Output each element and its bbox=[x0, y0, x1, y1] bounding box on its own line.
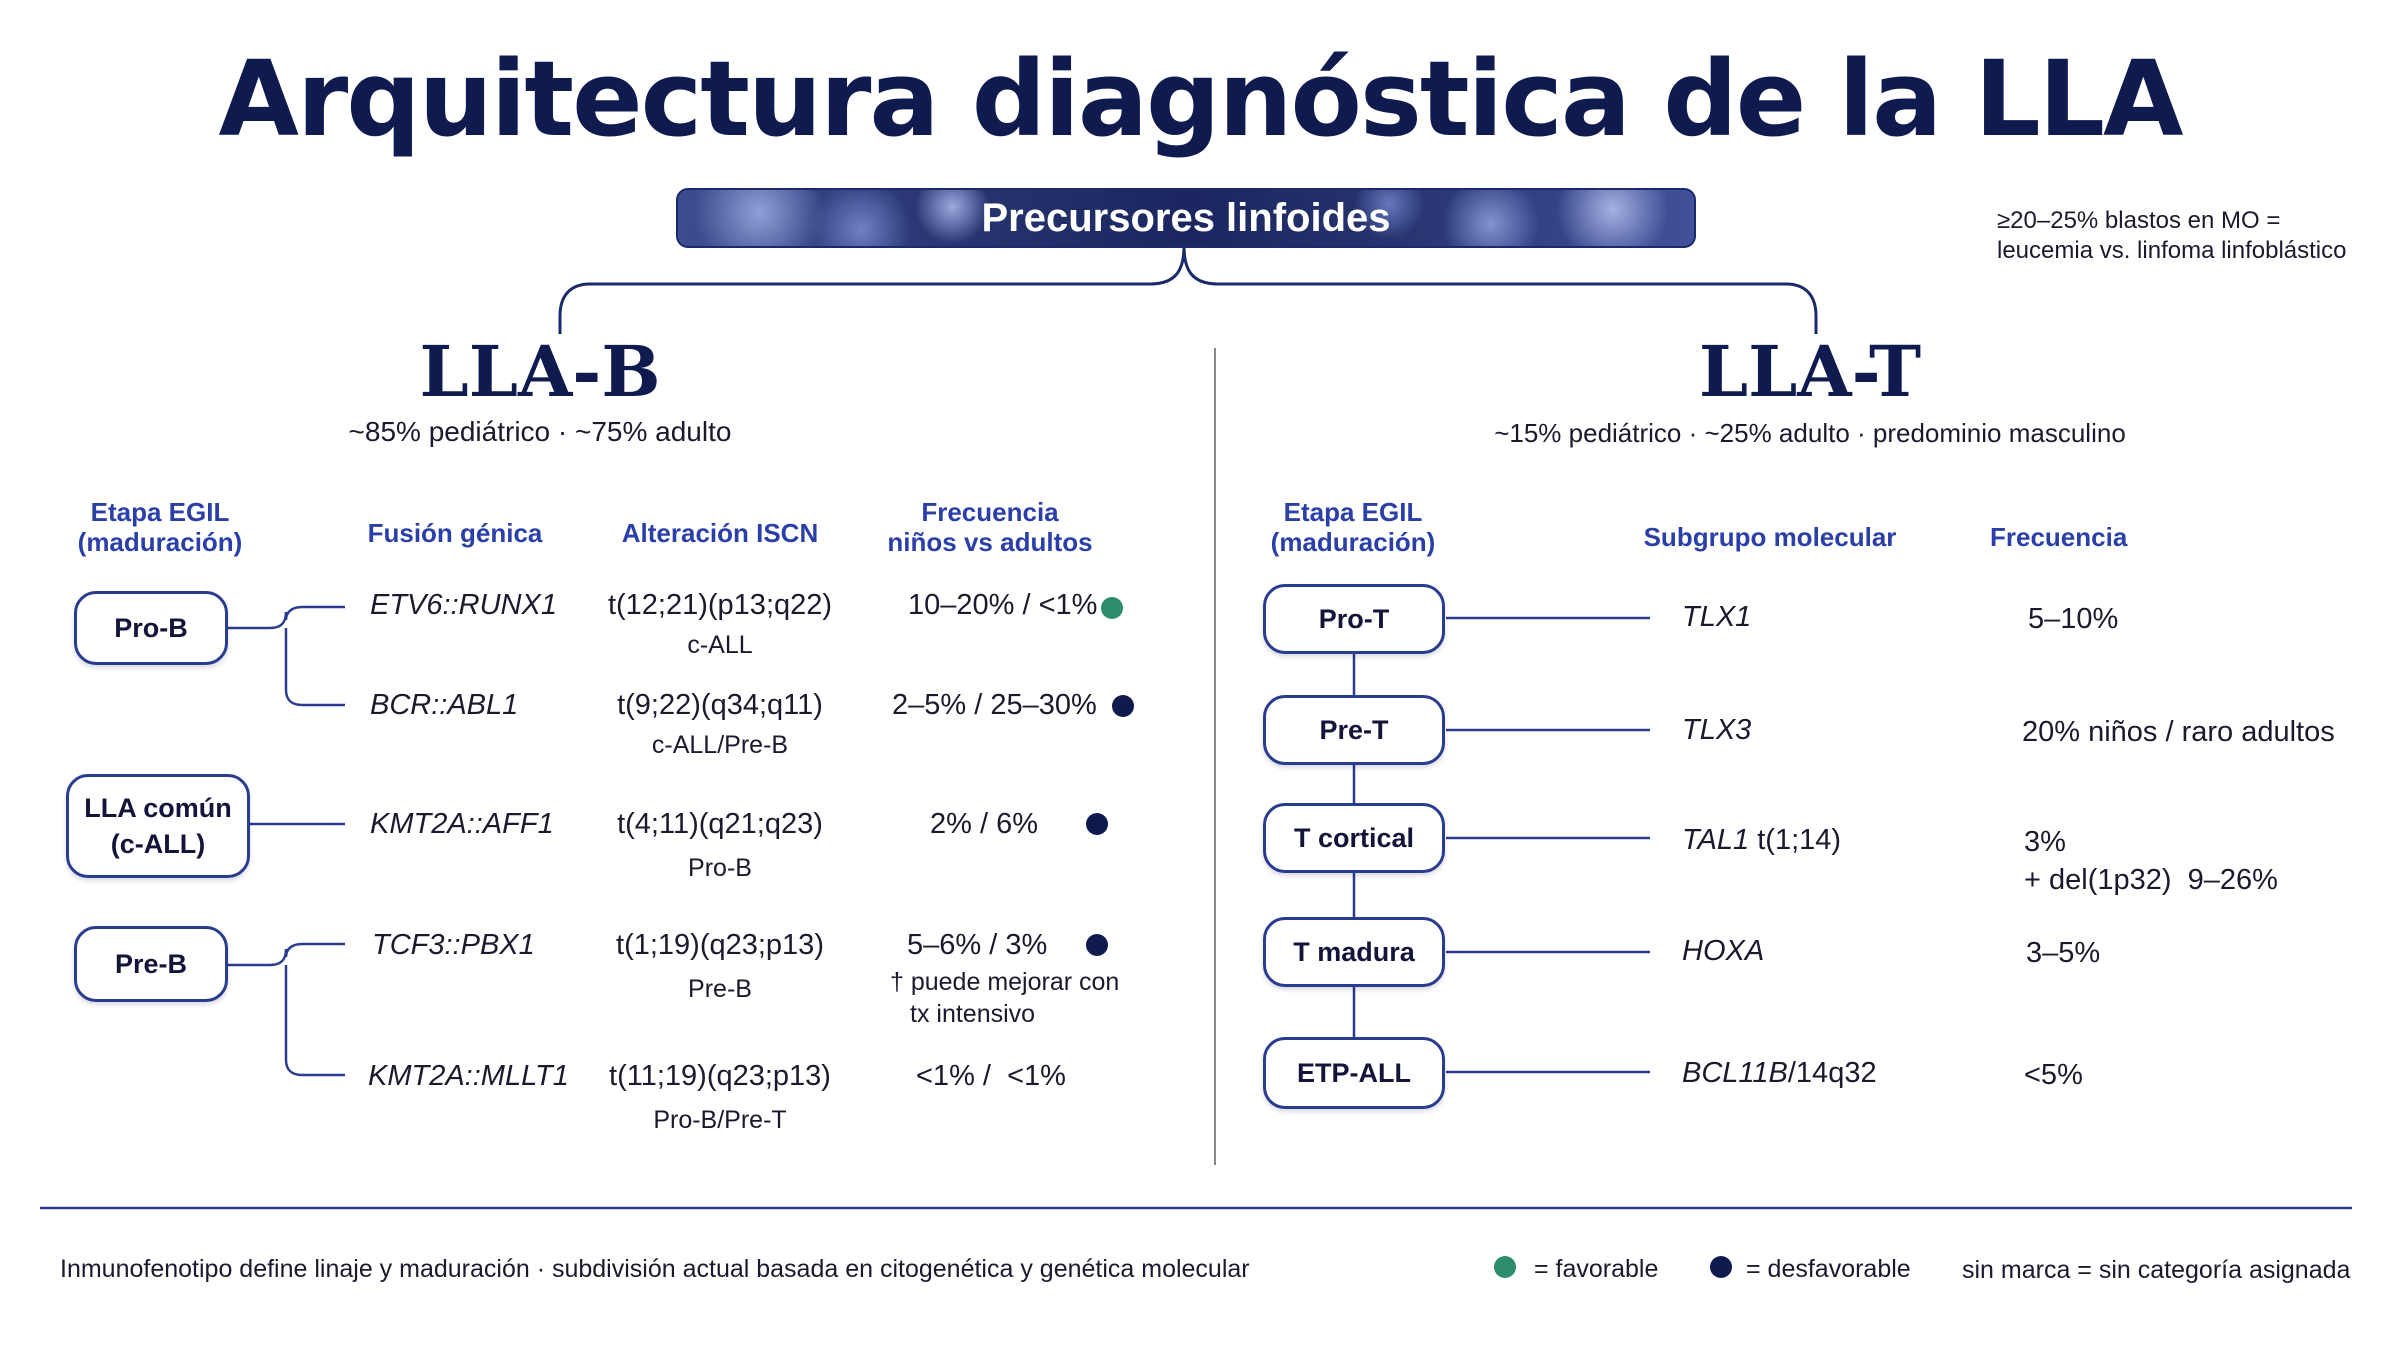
threshold-note bbox=[1997, 206, 2347, 266]
b-row5-freq: <1% / <1% bbox=[916, 1060, 1066, 1092]
root-to-b-connector bbox=[560, 246, 1184, 334]
t-row5-gene: BCL11B bbox=[1682, 1057, 1788, 1089]
b-branch-subtitle: ~85% pediátrico · ~75% adulto bbox=[348, 416, 732, 447]
stage-pro-t: Pro-T bbox=[1263, 584, 1445, 654]
stage-c-all bbox=[66, 774, 250, 878]
b-row4-iscn: t(1;19)(q23;p13) bbox=[616, 929, 824, 961]
page-title: Arquitectura diagnóstica de la LLA bbox=[218, 38, 2182, 160]
stage-c-all-line1: LLA común bbox=[84, 793, 232, 823]
t-row4-gene: HOXA bbox=[1682, 935, 1765, 967]
legend-unfavorable-label: = desfavorable bbox=[1746, 1255, 1911, 1283]
b-row1-gene: ETV6::RUNX1 bbox=[370, 589, 557, 621]
b-row4-iscn-sub: Pre-B bbox=[688, 975, 752, 1003]
unfavorable-marker bbox=[1112, 695, 1134, 717]
t-header-stage-line1: Etapa EGIL bbox=[1283, 497, 1423, 527]
b-row1-freq: 10–20% / <1% bbox=[908, 589, 1098, 621]
b-row4-note-line2: tx intensivo bbox=[910, 1000, 1036, 1028]
t-row3-freq: 3% bbox=[2024, 826, 2066, 858]
b-row3-gene: KMT2A::AFF1 bbox=[370, 808, 554, 840]
t-branch-subtitle: ~15% pediátrico · ~25% adulto · predominio masculino bbox=[1494, 418, 2126, 448]
legend-none-label: sin marca = sin categoría asignada bbox=[1962, 1256, 2351, 1284]
t-row5-gene-extra: /14q32 bbox=[1787, 1057, 1877, 1089]
threshold-note-line1: ≥20–25% blastos en MO = bbox=[1997, 207, 2281, 234]
b-row2-iscn: t(9;22)(q34;q11) bbox=[617, 689, 823, 721]
t-row3-gene-extra: t(1;14) bbox=[1749, 824, 1842, 856]
b-row2-gene: BCR::ABL1 bbox=[370, 689, 519, 721]
b-header-fusion: Fusión génica bbox=[367, 518, 543, 548]
stage-t-cortical: T cortical bbox=[1263, 803, 1445, 873]
b-row5-gene: KMT2A::MLLT1 bbox=[368, 1060, 569, 1092]
b-header-stage-line2: (maduración) bbox=[77, 527, 243, 557]
t-row1-gene: TLX1 bbox=[1682, 601, 1752, 633]
t-row2-freq: 20% niños / raro adultos bbox=[2022, 716, 2335, 748]
t-row3-gene: TAL1 bbox=[1682, 824, 1750, 856]
stage-pro-b: Pro-B bbox=[74, 591, 228, 665]
legend-favorable-label: = favorable bbox=[1534, 1255, 1659, 1283]
pro-b-bracket bbox=[226, 607, 345, 705]
b-row3-iscn: t(4;11)(q21;q23) bbox=[617, 808, 823, 840]
b-row3-iscn-sub: Pro-B bbox=[688, 854, 752, 882]
legend-favorable-dot bbox=[1494, 1256, 1516, 1278]
footer-note: Inmunofenotipo define linaje y maduración · subdivisión actual basada en citogenética y genética molecular bbox=[60, 1255, 1250, 1283]
t-header-stage-line2: (maduración) bbox=[1270, 527, 1436, 557]
legend-unfavorable-dot bbox=[1710, 1256, 1732, 1278]
b-header-stage-line1: Etapa EGIL bbox=[90, 497, 230, 527]
b-header-stage bbox=[60, 497, 260, 557]
stage-t-madura: T madura bbox=[1263, 917, 1445, 987]
b-row2-iscn-sub: c-ALL/Pre-B bbox=[651, 731, 789, 759]
root-node bbox=[676, 188, 1696, 248]
stage-pre-b: Pre-B bbox=[74, 926, 228, 1002]
t-header-freq: Frecuencia bbox=[1990, 522, 2128, 552]
b-row5-iscn: t(11;19)(q23;p13) bbox=[609, 1060, 831, 1092]
b-row3-freq: 2% / 6% bbox=[930, 808, 1038, 840]
b-row4-freq: 5–6% / 3% bbox=[907, 929, 1048, 961]
b-row1-iscn-sub: c-ALL bbox=[687, 631, 753, 659]
b-row5-iscn-sub: Pro-B/Pre-T bbox=[653, 1106, 787, 1134]
t-row3-subgroup bbox=[1682, 824, 1841, 857]
b-branch-title: LLA-B bbox=[419, 330, 661, 413]
b-header-freq-line1: Frecuencia bbox=[921, 497, 1059, 527]
unfavorable-marker bbox=[1086, 813, 1108, 835]
t-header-stage bbox=[1253, 497, 1453, 557]
t-branch-title: LLA-T bbox=[1698, 330, 1922, 413]
t-row4-freq: 3–5% bbox=[2026, 937, 2101, 969]
b-header-freq-line2: niños vs adultos bbox=[887, 527, 1093, 557]
stage-etp-all: ETP-ALL bbox=[1263, 1037, 1445, 1109]
t-row3-freq2: + del(1p32) 9–26% bbox=[2024, 864, 2278, 896]
t-row5-subgroup bbox=[1682, 1057, 1877, 1090]
stage-c-all-line2: (c-ALL) bbox=[110, 829, 206, 859]
b-row1-iscn: t(12;21)(p13;q22) bbox=[607, 589, 833, 621]
t-row2-gene: TLX3 bbox=[1682, 714, 1752, 746]
unfavorable-marker bbox=[1086, 934, 1108, 956]
b-row2-freq: 2–5% / 25–30% bbox=[892, 689, 1097, 721]
stage-pre-t: Pre-T bbox=[1263, 695, 1445, 765]
threshold-note-line2: leucemia vs. linfoma linfoblástico bbox=[1997, 237, 2347, 264]
root-to-t-connector bbox=[1184, 246, 1816, 334]
favorable-marker bbox=[1101, 597, 1123, 619]
b-row4-note-line1: † puede mejorar con bbox=[890, 968, 1120, 996]
b-header-iscn: Alteración ISCN bbox=[621, 518, 819, 548]
t-header-subgroup: Subgrupo molecular bbox=[1643, 522, 1897, 552]
b-row4-note bbox=[890, 966, 1119, 1030]
b-row4-gene: TCF3::PBX1 bbox=[372, 929, 535, 961]
t-row1-freq: 5–10% bbox=[2028, 603, 2119, 635]
t-row5-freq: <5% bbox=[2024, 1059, 2083, 1091]
root-node-label: Precursores linfoides bbox=[981, 195, 1391, 240]
b-header-freq bbox=[870, 497, 1110, 557]
pre-b-bracket bbox=[226, 944, 345, 1075]
